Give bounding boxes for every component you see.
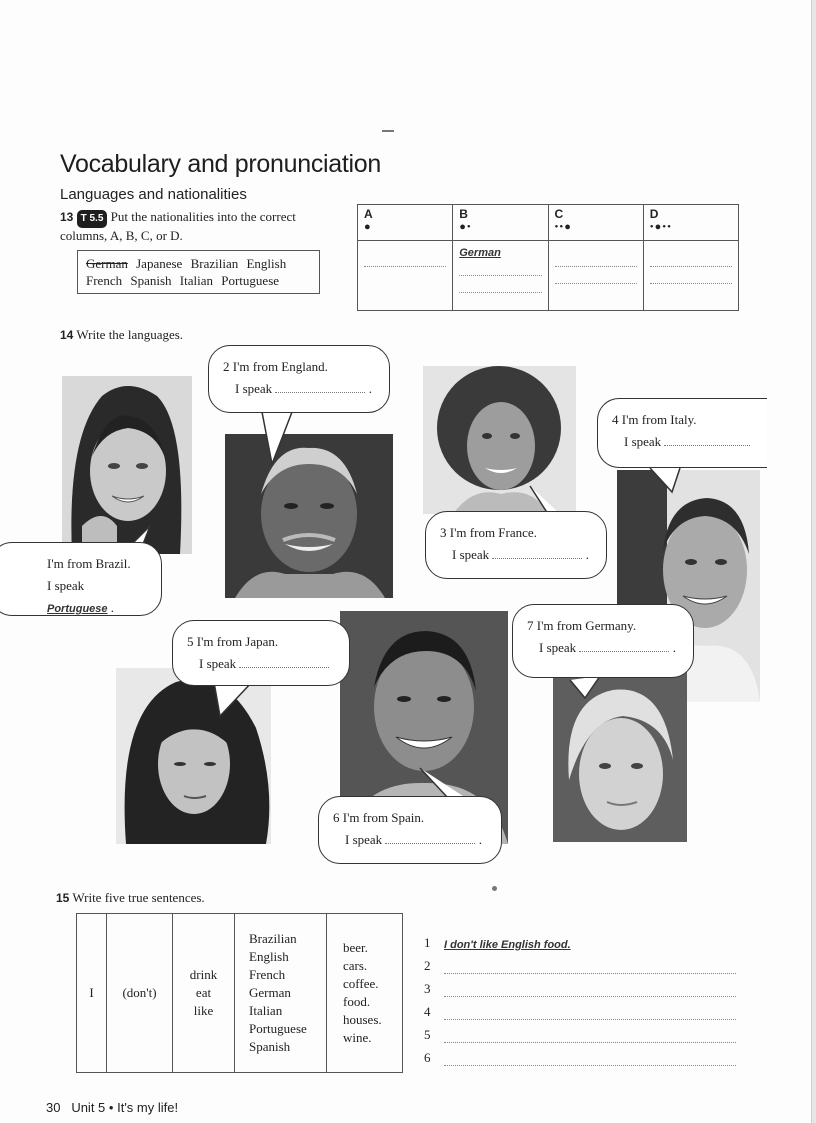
answer-blank[interactable] <box>579 640 669 652</box>
ex13-number: 13 <box>60 210 74 224</box>
answer-blank[interactable] <box>492 547 582 559</box>
word-item: French <box>86 273 123 288</box>
page-number: 30 <box>46 1100 61 1115</box>
example-sentence: I don't like English food. <box>444 939 571 951</box>
section-subtitle: Languages and nationalities <box>60 186 247 203</box>
section-title: Vocabulary and pronunciation <box>60 150 382 178</box>
speech-bubble-spain: 6 I'm from Spain. I speak . <box>318 796 502 864</box>
nationalities-cell: Brazilian English French German Italian Portuguese Spanish <box>235 914 327 1073</box>
subject-cell: I <box>77 914 107 1073</box>
column-c-header: C ••● <box>548 205 643 241</box>
answer-blank[interactable] <box>385 832 475 844</box>
ex15-instruction: Write five true sentences. <box>72 890 205 905</box>
word-item: Italian <box>179 273 213 288</box>
ex14-instruction: Write the languages. <box>76 327 184 342</box>
answer-blank[interactable] <box>275 381 365 393</box>
column-a-header: A ● <box>358 205 453 241</box>
unit-label: Unit 5 <box>71 1100 106 1115</box>
example-answer: Portuguese <box>47 603 108 615</box>
verbs-cell: drink eat like <box>173 914 235 1073</box>
unit-title: It's my life! <box>117 1100 179 1115</box>
negative-cell: (don't) <box>107 914 173 1073</box>
example-answer: German <box>459 247 501 259</box>
speech-bubble-england: 2 I'm from England. I speak . <box>208 345 390 413</box>
ex15-number: 15 <box>56 891 70 905</box>
ex14-number: 14 <box>60 328 74 342</box>
column-d-header: D •●•• <box>643 205 738 241</box>
audio-track-badge: T 5.5 <box>77 210 108 228</box>
answer-line[interactable]: 6 <box>424 1043 736 1066</box>
nouns-cell: beer. cars. coffee. food. houses. wine. <box>327 914 403 1073</box>
answer-blank[interactable] <box>664 434 750 446</box>
answer-blank[interactable] <box>239 656 329 668</box>
answer-lines <box>424 928 736 1066</box>
page-footer <box>46 1100 178 1115</box>
word-item: Japanese <box>136 256 183 271</box>
speech-bubble-brazil: I'm from Brazil. I speak Portuguese . <box>0 542 162 616</box>
substitution-table <box>76 913 403 1073</box>
speech-bubble-france: 3 I'm from France. I speak . <box>425 511 607 579</box>
word-item: Brazilian <box>190 256 239 271</box>
speech-bubble-germany: 7 I'm from Germany. I speak . <box>512 604 694 678</box>
answer-line[interactable]: 3 <box>424 974 736 997</box>
footer-separator: • <box>108 1100 114 1115</box>
speech-bubble-japan: 5 I'm from Japan. I speak . <box>172 620 350 686</box>
word-item: German <box>86 256 128 271</box>
ex15-instruction-block <box>56 890 205 906</box>
word-item: English <box>246 256 287 271</box>
answer-line[interactable]: 2 <box>424 951 736 974</box>
column-b-header: B ●• <box>453 205 548 241</box>
word-item: Spanish <box>130 273 172 288</box>
speech-bubble-italy: 4 I'm from Italy. I speak <box>597 398 767 468</box>
word-item: Portuguese <box>221 273 280 288</box>
answer-line[interactable]: 5 <box>424 1020 736 1043</box>
answer-line[interactable]: 1 I don't like English food. <box>424 935 571 951</box>
answer-line[interactable]: 4 <box>424 997 736 1020</box>
ex13-instruction: Put the nationalities into the correct columns, A, B, C, or D. <box>60 209 296 243</box>
